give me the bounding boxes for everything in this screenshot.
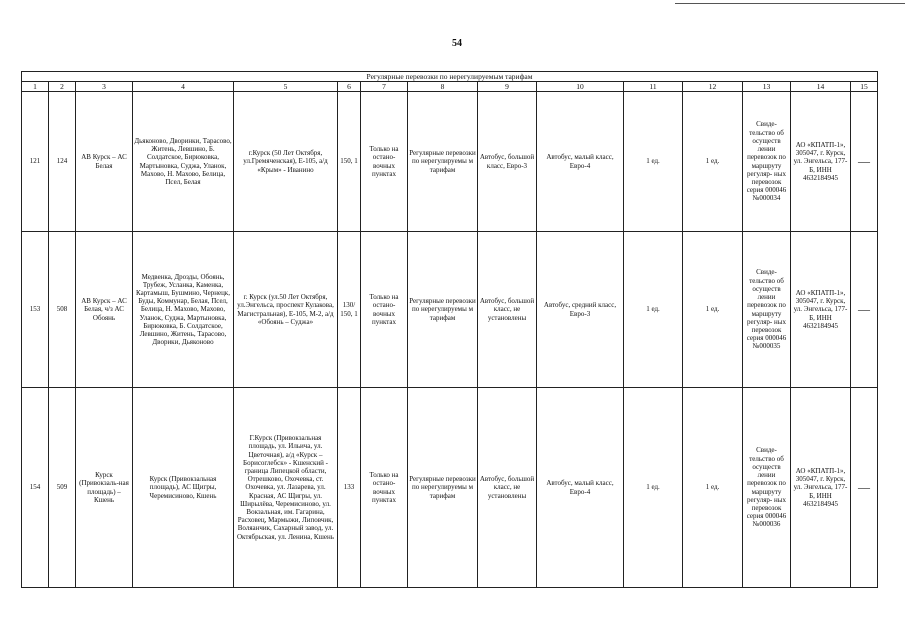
boarding-procedure: Только на остано- вочных пунктах xyxy=(361,388,408,588)
vehicle-count-b: 1 ед. xyxy=(683,388,743,588)
column-number: 12 xyxy=(683,82,743,92)
carrier: АО «КПАТП-1», 305047, г. Курск, ул. Энгельса, 177-Б, ИНН 4632184945 xyxy=(791,388,851,588)
column-number: 15 xyxy=(851,82,878,92)
column-number: 5 xyxy=(234,82,338,92)
routes-table xyxy=(21,71,878,588)
route-streets: Г.Курск (Привокзальная площадь, ул. Ильича, ул. Цветочная), а/д «Курск – Борисоглебск» - Кшенский - граница Липецкой области, Отрешково, Охочевка, ст. Охочевка, ул. Лазарева, ул. Красная, АС Щигры, ул. Ширылёва, Черемисиново, ул. Вокзальная, им. Гагарина, Расховец, Мармыжи, Липовчик, Воляанчик, Сахарный завод, ул. Октябрьская, ул. Ленина, Кшень xyxy=(234,388,338,588)
certificate: Свиде- тельство об осуществ лении перевозок по маршруту регуляр- ных перевозок серия 000046 №000035 xyxy=(743,232,791,388)
column-number: 7 xyxy=(361,82,408,92)
column-number: 11 xyxy=(624,82,683,92)
route-streets: г.Курск (50 Лет Октября, ул.Гремяченская), Е-105, а/д «Крым» - Иванино xyxy=(234,92,338,232)
table-row xyxy=(22,388,878,588)
notes: — xyxy=(851,388,878,588)
column-number: 6 xyxy=(338,82,361,92)
transport-type: Регулярные перевозки по нерегулируемы м тарифам xyxy=(408,388,478,588)
transport-type: Регулярные перевозки по нерегулируемы м тарифам xyxy=(408,92,478,232)
vehicle-class-b: Автобус, малый класс, Евро-4 xyxy=(537,388,624,588)
transport-type: Регулярные перевозки по нерегулируемы м тарифам xyxy=(408,232,478,388)
top-rule xyxy=(675,3,905,4)
column-number: 2 xyxy=(49,82,76,92)
column-number: 13 xyxy=(743,82,791,92)
column-number: 3 xyxy=(76,82,133,92)
column-number: 14 xyxy=(791,82,851,92)
route-length: 133 xyxy=(338,388,361,588)
carrier: АО «КПАТП-1», 305047, г. Курск, ул. Энгельса, 177-Б, ИНН 4632184945 xyxy=(791,92,851,232)
intermediate-stops: Медвенка, Дрозды, Обоянь, Трубеж, Усланка, Каменка, Картамыш, Бушмино, Чернецк, Буды, Коммунар, Белая, Псел, Белица, Н. Махово, Махово, Уланок, Суджа, Мартыновка, Бирюковка, Б. Солдатское, Левшино, Житень, Тарасово, Дворики, Дьяконово xyxy=(133,232,234,388)
table-row xyxy=(22,92,878,232)
vehicle-count-a: 1 ед. xyxy=(624,388,683,588)
route-name: Курск (Привокзаль-ная площадь) – Кшень xyxy=(76,388,133,588)
column-number: 10 xyxy=(537,82,624,92)
route-name: АВ Курск – АС Белая, ч/з АС Обоянь xyxy=(76,232,133,388)
column-number-row xyxy=(22,82,878,92)
route-streets: г. Курск (ул.50 Лет Октября, ул.Энгельса, проспект Кулакова, Магистральная), Е-105, М-2, а/д «Обоянь – Суджа» xyxy=(234,232,338,388)
vehicle-class-a: Автобус, большой класс, Евро-3 xyxy=(478,92,537,232)
vehicle-class-b: Автобус, средний класс, Евро-3 xyxy=(537,232,624,388)
table-row xyxy=(22,232,878,388)
vehicle-count-b: 1 ед. xyxy=(683,232,743,388)
vehicle-class-b: Автобус, малый класс, Евро-4 xyxy=(537,92,624,232)
certificate: Свиде- тельство об осуществ лении перевозок по маршруту регуляр- ных перевозок серия 000046 №000034 xyxy=(743,92,791,232)
intermediate-stops: Дьяконово, Дворинки, Тарасово, Житень, Левшино, Б. Солдатское, Бирюковка, Мартыновка, Суджа, Уланок, Махово, Н. Махово, Белица, Псел, Белая xyxy=(133,92,234,232)
vehicle-count-a: 1 ед. xyxy=(624,92,683,232)
notes: — xyxy=(851,232,878,388)
route-length: 130/ 150, 1 xyxy=(338,232,361,388)
page-number: 54 xyxy=(452,38,462,49)
boarding-procedure: Только на остано- вочных пунктах xyxy=(361,92,408,232)
route-registry-number: 153 xyxy=(22,232,49,388)
intermediate-stops: Курск (Привокзальная площадь), АС Щигры, Черемисиново, Кшень xyxy=(133,388,234,588)
carrier: АО «КПАТП-1», 305047, г. Курск, ул. Энгельса, 177-Б, ИНН 4632184945 xyxy=(791,232,851,388)
table-title: Регулярные перевозки по нерегулируемым тарифам xyxy=(22,72,878,82)
vehicle-class-a: Автобус, большой класс, не установлены xyxy=(478,232,537,388)
vehicle-class-a: Автобус, большой класс, не установлены xyxy=(478,388,537,588)
column-number: 4 xyxy=(133,82,234,92)
boarding-procedure: Только на остано- вочных пунктах xyxy=(361,232,408,388)
route-registry-number: 121 xyxy=(22,92,49,232)
vehicle-count-b: 1 ед. xyxy=(683,92,743,232)
column-number: 9 xyxy=(478,82,537,92)
route-number: 508 xyxy=(49,232,76,388)
route-registry-number: 154 xyxy=(22,388,49,588)
column-number: 1 xyxy=(22,82,49,92)
route-name: АВ Курск – АС Белая xyxy=(76,92,133,232)
route-length: 150, 1 xyxy=(338,92,361,232)
column-number: 8 xyxy=(408,82,478,92)
route-number: 124 xyxy=(49,92,76,232)
table-title-row xyxy=(22,72,878,82)
certificate: Свиде- тельство об осуществ лении перевозок по маршруту регуляр- ных перевозок серия 000046 №000036 xyxy=(743,388,791,588)
route-number: 509 xyxy=(49,388,76,588)
notes: — xyxy=(851,92,878,232)
vehicle-count-a: 1 ед. xyxy=(624,232,683,388)
